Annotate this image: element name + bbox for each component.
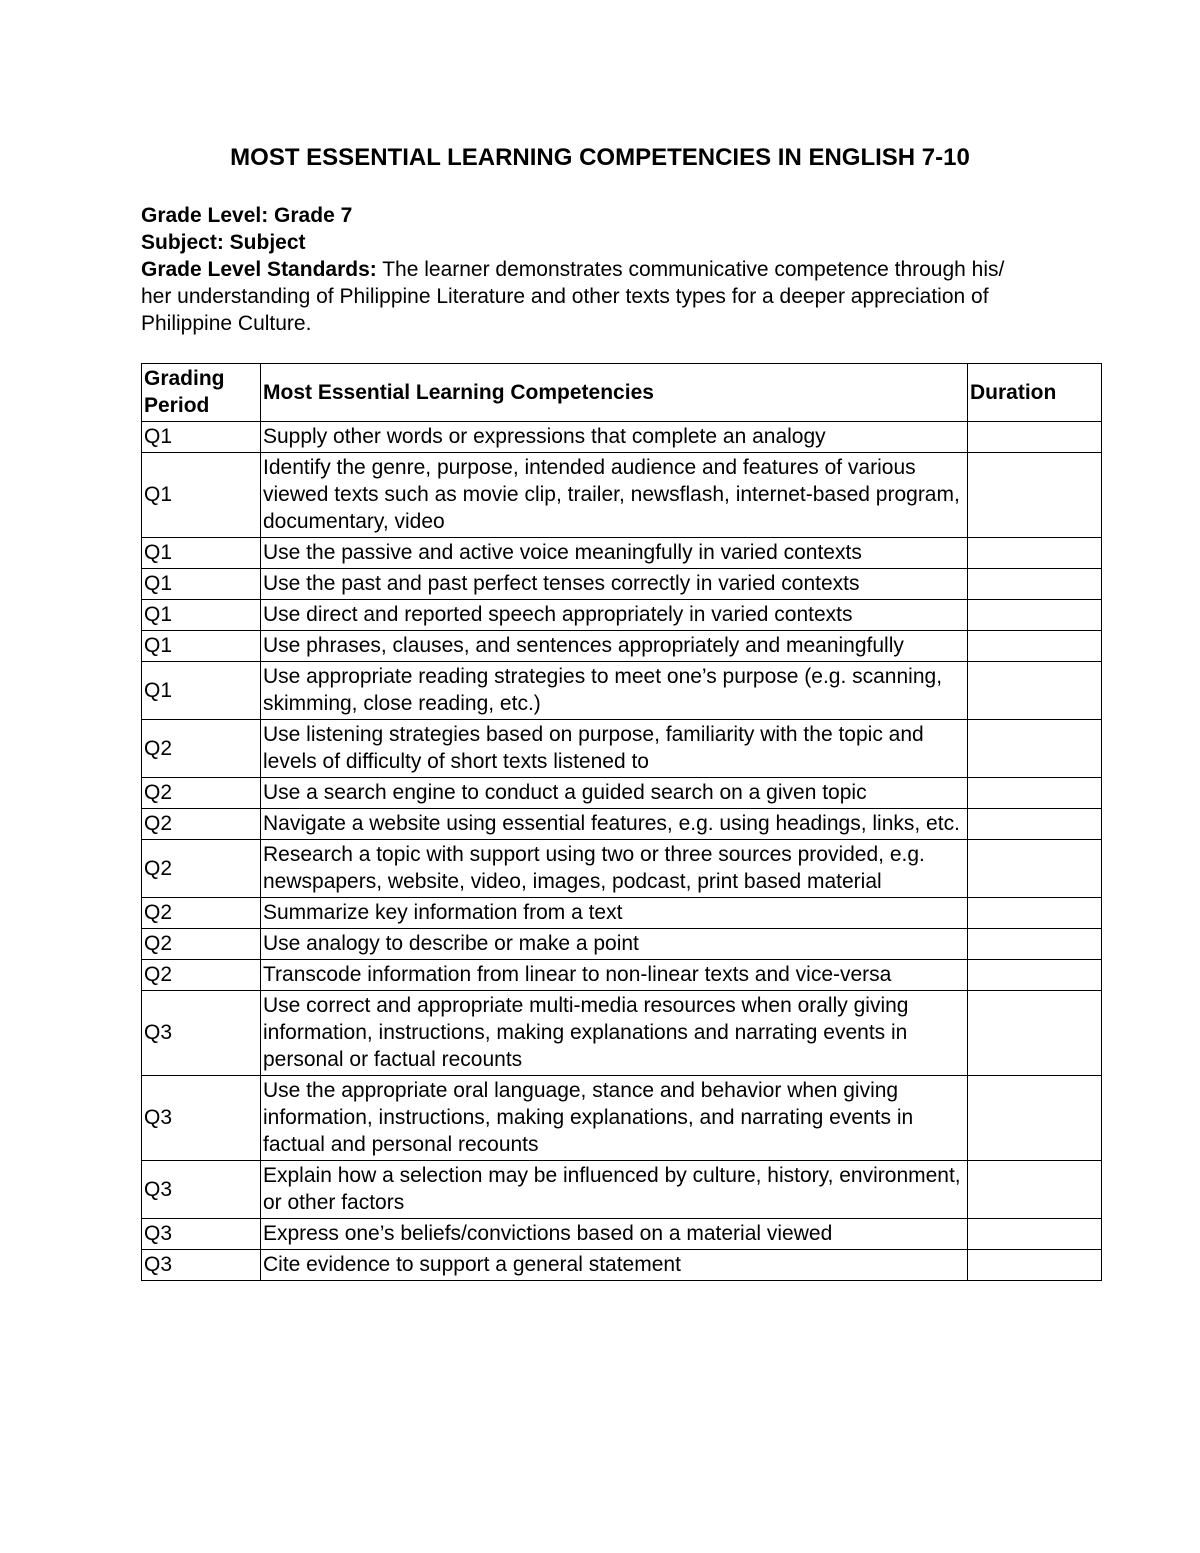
- competency-cell: Navigate a website using essential features, e.g. using headings, links, etc.: [261, 809, 968, 840]
- table-row: [142, 569, 1102, 600]
- competency-cell: Use the past and past perfect tenses correctly in varied contexts: [261, 569, 968, 600]
- grading-period-cell: Q2: [142, 809, 261, 840]
- header-grading-period: Grading Period: [142, 364, 261, 422]
- table-header-row: [142, 364, 1102, 422]
- table-row: [142, 662, 1102, 720]
- grading-period-cell: Q2: [142, 840, 261, 898]
- competency-cell: Use the appropriate oral language, stance and behavior when giving information, instructions, making explanations, and narrating events in factual and personal recounts: [261, 1076, 968, 1161]
- table-row: [142, 778, 1102, 809]
- grading-period-cell: Q1: [142, 600, 261, 631]
- duration-cell: [968, 840, 1102, 898]
- table-row: [142, 898, 1102, 929]
- grading-period-cell: Q3: [142, 1219, 261, 1250]
- table-row: [142, 538, 1102, 569]
- header-competencies: Most Essential Learning Competencies: [261, 364, 968, 422]
- document-title: MOST ESSENTIAL LEARNING COMPETENCIES IN ENGLISH 7-10: [230, 144, 970, 171]
- competency-cell: Use correct and appropriate multi-media resources when orally giving information, instructions, making explanations and narrating events in personal or factual recounts: [261, 991, 968, 1076]
- duration-cell: [968, 1076, 1102, 1161]
- duration-cell: [968, 720, 1102, 778]
- duration-cell: [968, 422, 1102, 453]
- competency-cell: Use direct and reported speech appropriately in varied contexts: [261, 600, 968, 631]
- grading-period-cell: Q2: [142, 929, 261, 960]
- duration-cell: [968, 569, 1102, 600]
- duration-cell: [968, 538, 1102, 569]
- duration-cell: [968, 631, 1102, 662]
- duration-cell: [968, 929, 1102, 960]
- table-row: [142, 929, 1102, 960]
- duration-cell: [968, 1250, 1102, 1281]
- standards-text: The learner demonstrates communicative competence through his/ her understanding of Philippine Literature and other texts types for a deeper appreciation of Philippine Culture.: [141, 258, 1005, 335]
- competency-cell: Use appropriate reading strategies to meet one’s purpose (e.g. scanning, skimming, close reading, etc.): [261, 662, 968, 720]
- table-row: [142, 720, 1102, 778]
- table-row: [142, 1161, 1102, 1219]
- subject: Subject: Subject: [141, 231, 306, 254]
- table-row: [142, 422, 1102, 453]
- competency-cell: Use the passive and active voice meaningfully in varied contexts: [261, 538, 968, 569]
- duration-cell: [968, 991, 1102, 1076]
- grading-period-cell: Q3: [142, 1161, 261, 1219]
- table-row: [142, 1250, 1102, 1281]
- table-row: [142, 960, 1102, 991]
- competencies-table: [141, 363, 1102, 1281]
- competency-cell: Transcode information from linear to non-linear texts and vice-versa: [261, 960, 968, 991]
- competency-cell: Use analogy to describe or make a point: [261, 929, 968, 960]
- grading-period-cell: Q3: [142, 991, 261, 1076]
- duration-cell: [968, 453, 1102, 538]
- grading-period-cell: Q2: [142, 720, 261, 778]
- table-row: [142, 631, 1102, 662]
- grading-period-cell: Q1: [142, 662, 261, 720]
- grading-period-cell: Q2: [142, 960, 261, 991]
- competency-cell: Summarize key information from a text: [261, 898, 968, 929]
- document-meta: [141, 202, 1011, 337]
- competency-cell: Cite evidence to support a general statement: [261, 1250, 968, 1281]
- table-row: [142, 1076, 1102, 1161]
- competency-cell: Supply other words or expressions that complete an analogy: [261, 422, 968, 453]
- grading-period-cell: Q2: [142, 778, 261, 809]
- duration-cell: [968, 662, 1102, 720]
- standards-label: Grade Level Standards:: [141, 258, 377, 281]
- duration-cell: [968, 600, 1102, 631]
- table-row: [142, 1219, 1102, 1250]
- table-row: [142, 840, 1102, 898]
- grading-period-cell: Q1: [142, 569, 261, 600]
- competency-cell: Identify the genre, purpose, intended audience and features of various viewed texts such as movie clip, trailer, newsflash, internet-based program, documentary, video: [261, 453, 968, 538]
- grading-period-cell: Q1: [142, 422, 261, 453]
- grade-level-standards: [141, 256, 1011, 337]
- competency-cell: Explain how a selection may be influenced by culture, history, environment, or other factors: [261, 1161, 968, 1219]
- grading-period-cell: Q3: [142, 1076, 261, 1161]
- duration-cell: [968, 809, 1102, 840]
- competency-cell: Research a topic with support using two or three sources provided, e.g. newspapers, website, video, images, podcast, print based material: [261, 840, 968, 898]
- grading-period-cell: Q1: [142, 631, 261, 662]
- duration-cell: [968, 1219, 1102, 1250]
- duration-cell: [968, 898, 1102, 929]
- duration-cell: [968, 1161, 1102, 1219]
- grading-period-cell: Q1: [142, 538, 261, 569]
- competency-cell: Express one’s beliefs/convictions based on a material viewed: [261, 1219, 968, 1250]
- table-row: [142, 991, 1102, 1076]
- competency-cell: Use phrases, clauses, and sentences appropriately and meaningfully: [261, 631, 968, 662]
- grade-level: Grade Level: Grade 7: [141, 204, 353, 227]
- grading-period-cell: Q1: [142, 453, 261, 538]
- competency-cell: Use listening strategies based on purpose, familiarity with the topic and levels of difficulty of short texts listened to: [261, 720, 968, 778]
- competency-cell: Use a search engine to conduct a guided search on a given topic: [261, 778, 968, 809]
- table-row: [142, 600, 1102, 631]
- duration-cell: [968, 778, 1102, 809]
- duration-cell: [968, 960, 1102, 991]
- header-duration: Duration: [968, 364, 1102, 422]
- grading-period-cell: Q2: [142, 898, 261, 929]
- grading-period-cell: Q3: [142, 1250, 261, 1281]
- table-row: [142, 809, 1102, 840]
- table-row: [142, 453, 1102, 538]
